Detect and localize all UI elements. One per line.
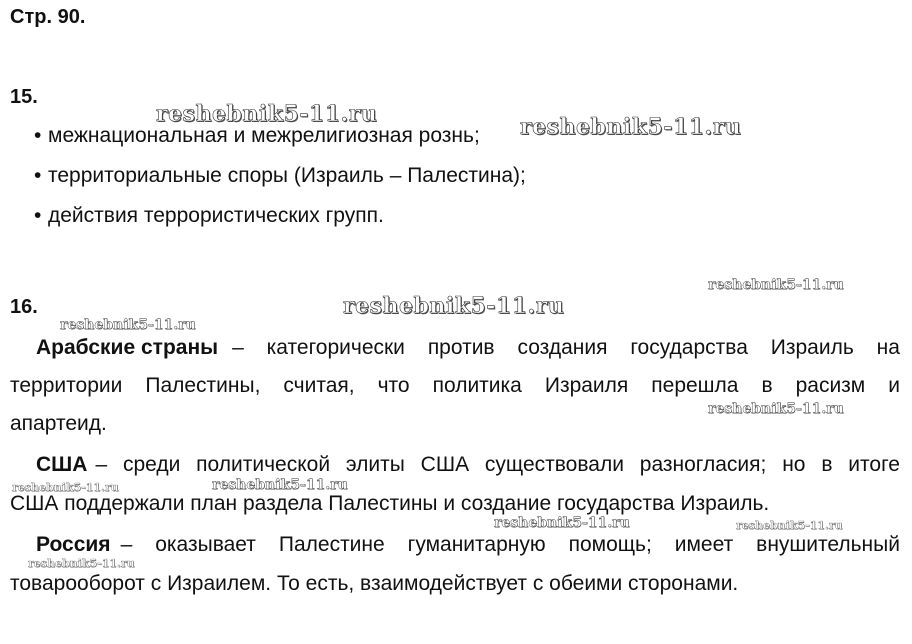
arab-line-2-word: Палестины, [145,374,261,397]
arab-line-1-rest [232,336,900,360]
usa-line-1-rest [95,453,900,477]
usa-term: США [36,453,88,476]
usa-line-1-word: среди [122,453,181,476]
arab-line-2-word: в [761,374,773,397]
usa-line-1-word: разногласия; [639,453,767,476]
q15-bullet-3 [34,204,384,228]
q16-russia-line-2: товарооборот с Израилем. То есть, взаимодействует с обеими сторонами. [10,572,739,595]
q16-usa-line-1 [36,453,900,477]
watermark: reshebnik5-11.ru [343,293,565,319]
watermark: reshebnik5-11.ru [28,557,135,570]
q16-russia-line-1 [36,533,900,557]
usa-line-1-word: но [782,453,806,476]
watermark: reshebnik5-11.ru [60,317,196,333]
watermark: reshebnik5-11.ru [736,519,843,532]
q15-bullet-2 [34,164,526,188]
bullet-icon: • [34,124,42,147]
watermark: reshebnik5-11.ru [708,401,844,417]
arab-line-2-word: и [888,374,900,397]
russia-term: Россия [36,533,111,556]
arab-line-1-word: на [876,336,900,359]
usa-line-1-word: – [95,453,108,476]
q15-bullet-1 [34,124,480,148]
russia-line-1-word: имеет [674,533,734,556]
watermark: reshebnik5-11.ru [212,477,348,493]
arab-line-2-word: считая, [283,374,355,397]
arab-line-2-word: расизм [795,374,866,397]
russia-line-1-word: внушительный [756,533,900,556]
russia-line-1-word: Палестине [278,533,385,556]
q16-arab-line-2 [10,374,900,398]
arab-line-1-word: категорически [266,336,405,359]
question-16-number: 16. [10,296,38,318]
arab-line-2-word: что [377,374,410,397]
russia-line-1-word: гуманитарную [407,533,546,556]
arab-line-2-word: перешла [651,374,739,397]
q16-arab-line-1 [36,336,900,360]
arab-line-2-word: политика [432,374,522,397]
watermark: reshebnik5-11.ru [12,481,119,494]
q16-usa-line-2: США поддержали план раздела Палестины и создание государства Израиль. [10,492,770,515]
russia-line-1-word: оказывает [155,533,256,556]
usa-line-1-word: итоге [848,453,900,476]
russia-line-1-word: помощь; [568,533,652,556]
bullet-icon: • [34,204,42,227]
watermark: reshebnik5-11.ru [708,277,844,293]
arab-line-1-word: государства [630,336,748,359]
arab-line-2-word: территории [10,374,123,397]
q15-bullet-3-text: действия террористических групп. [48,204,384,227]
arab-line-2-word: Израиля [544,374,629,397]
arab-line-1-word: создания [517,336,608,359]
usa-line-1-word: политической [196,453,331,476]
bullet-icon: • [34,164,42,187]
question-15-number: 15. [10,86,38,108]
usa-line-1-word: США [420,453,470,476]
arab-term: Арабские страны [36,336,219,359]
watermark: reshebnik5-11.ru [520,114,742,140]
q16-arab-line-3: апартеид. [10,412,107,435]
arab-line-1-word: против [427,336,495,359]
q15-bullet-2-text: территориальные споры (Израиль – Палестина); [48,164,526,187]
russia-line-1-word: – [120,533,133,556]
russia-line-1-rest [121,533,900,557]
usa-line-1-word: элиты [345,453,405,476]
arab-line-1-word: Израиль [770,336,854,359]
page-label: Стр. 90. [10,6,86,28]
watermark: reshebnik5-11.ru [494,515,630,531]
usa-line-1-word: существовали [484,453,624,476]
q15-bullet-1-text: межнациональная и межрелигиозная рознь; [48,124,480,147]
usa-line-1-word: в [821,453,833,476]
watermark: reshebnik5-11.ru [156,101,378,127]
arab-line-1-word: – [232,336,244,359]
